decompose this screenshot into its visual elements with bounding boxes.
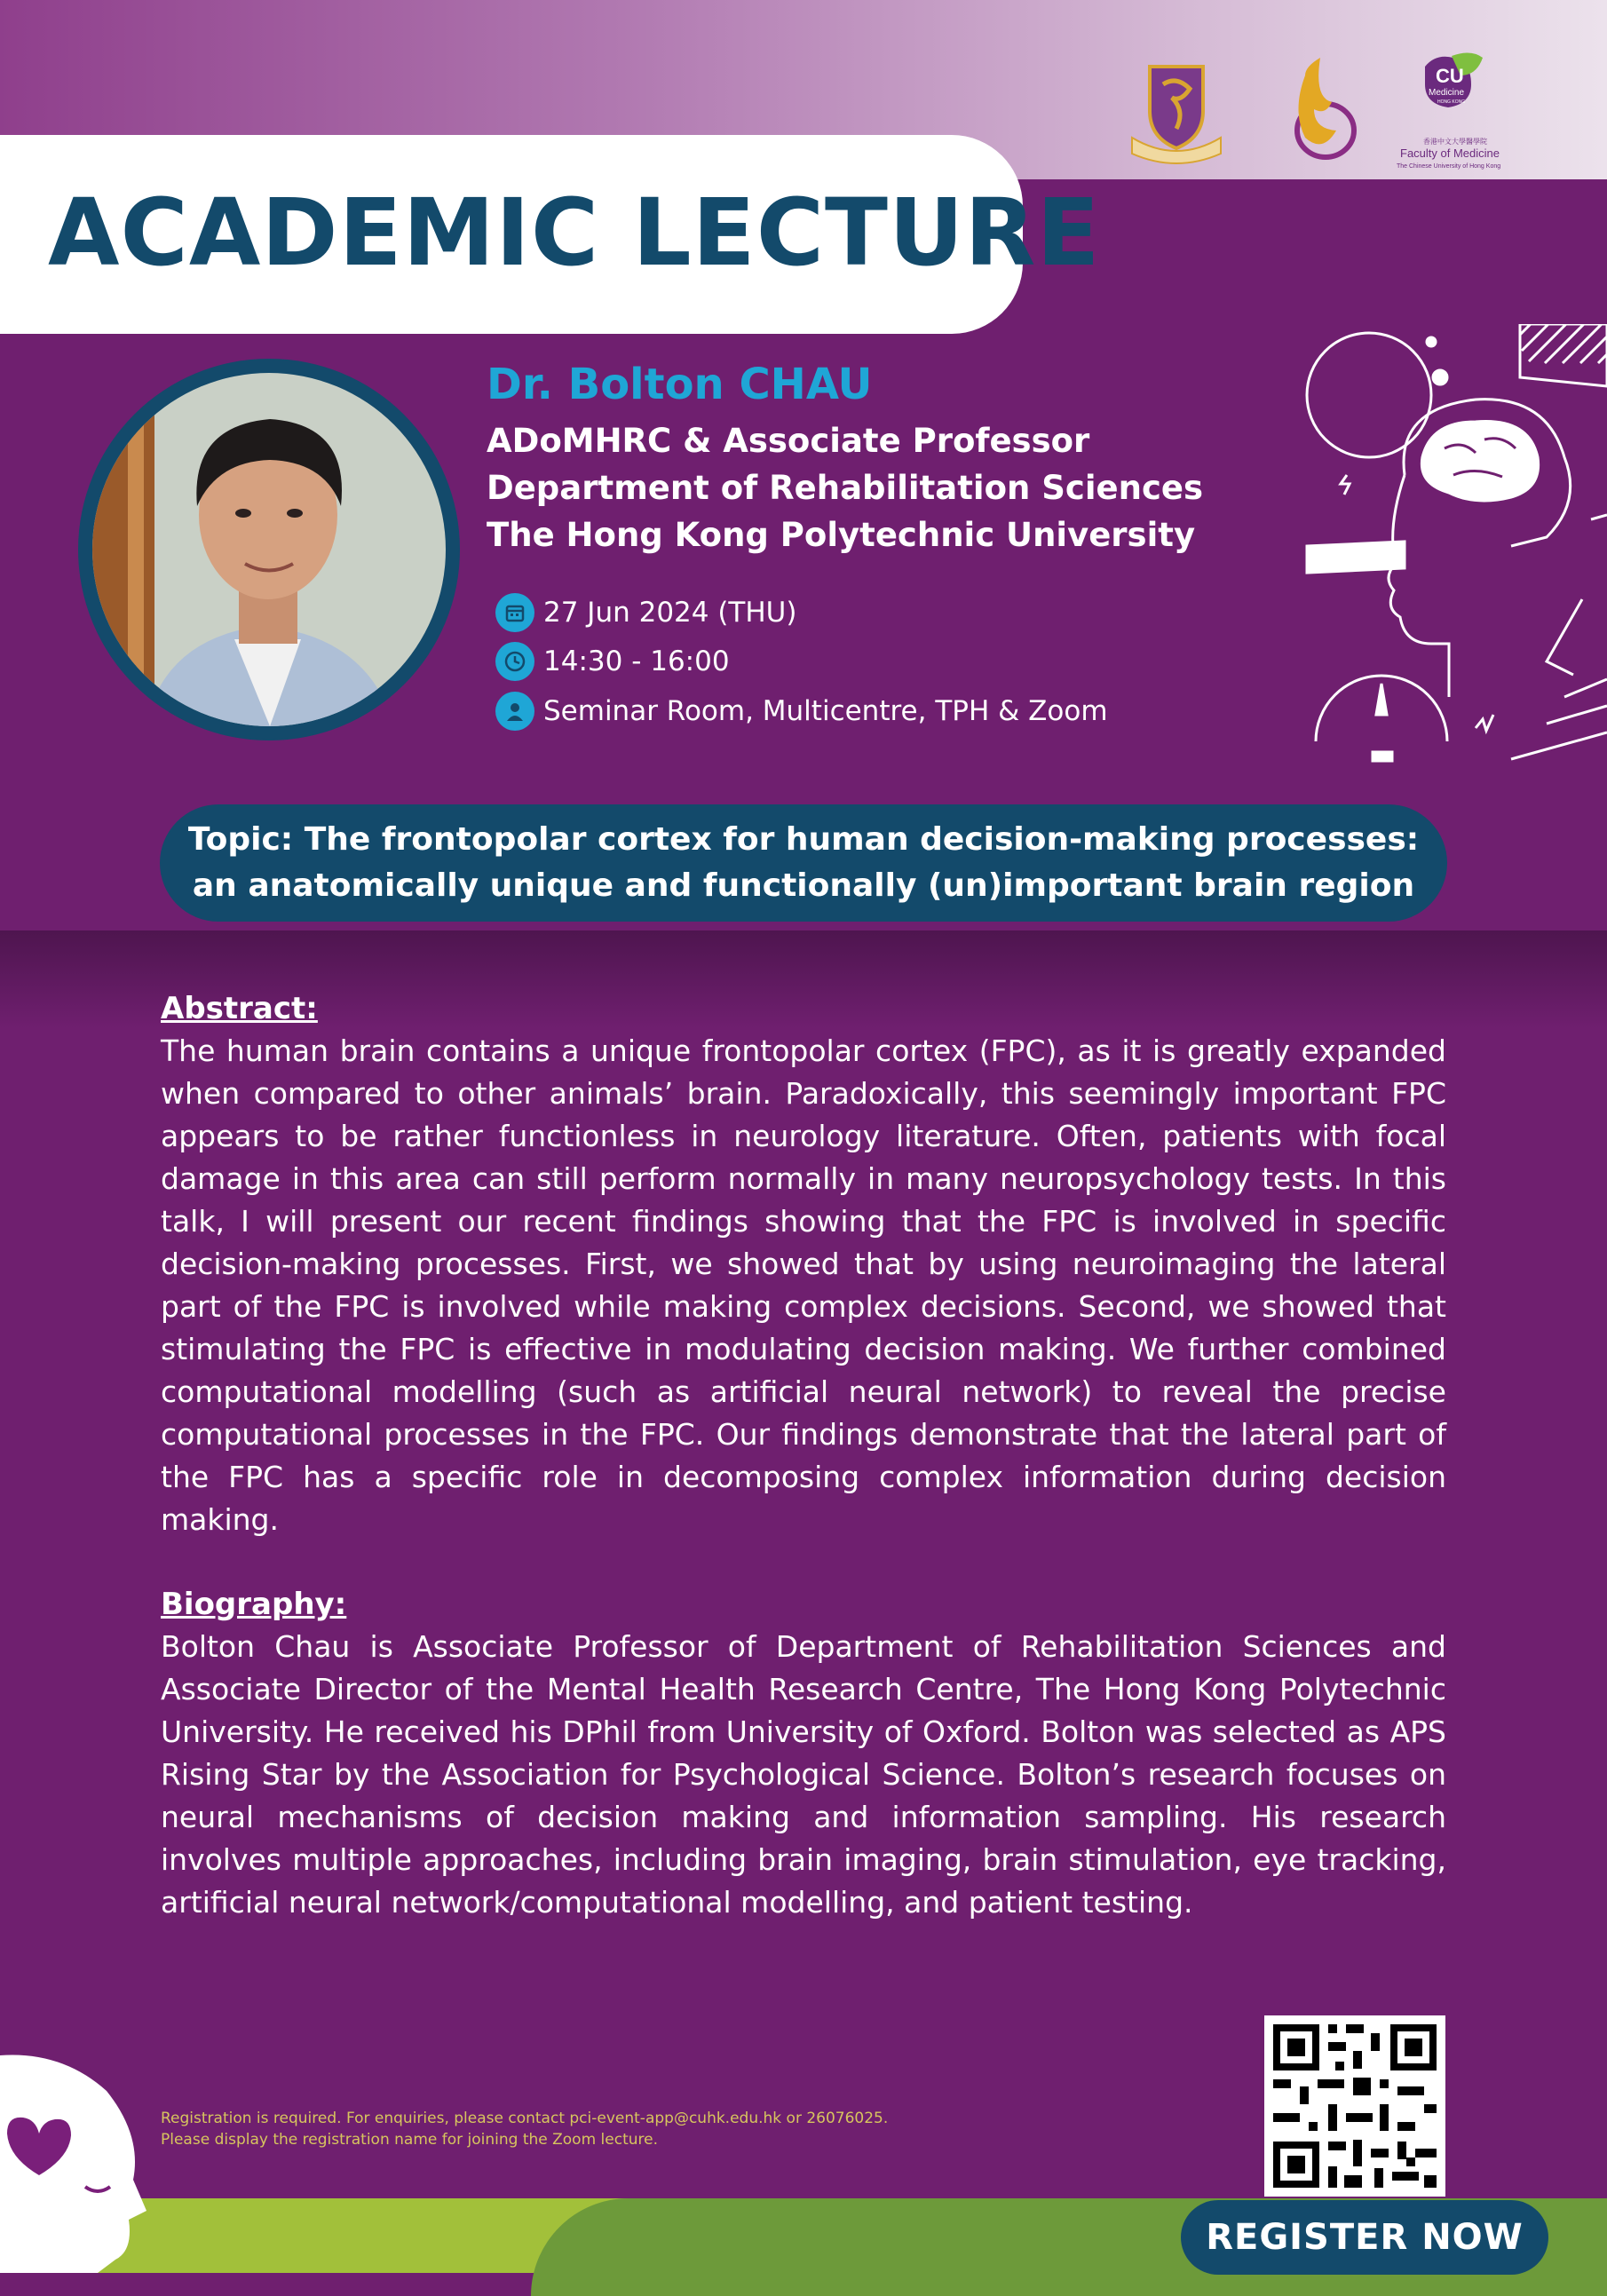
- speaker-photo: [92, 373, 446, 726]
- event-venue-row: [495, 688, 1108, 734]
- topic-line-2: an anatomically unique and functionally (un)important brain region: [192, 867, 1415, 904]
- event-date: 27 Jun 2024 (THU): [543, 597, 797, 629]
- event-date-row: [495, 590, 796, 636]
- cu-medicine-logo-chinese: 香港中文大學醫學院: [1423, 138, 1487, 146]
- abstract-text: The human brain contains a unique frontopolar cortex (FPC), as it is greatly expanded when compared to other animals’ brain. Paradoxically, this seemingly important FPC appears to be rather functionless in neurology literature. Often, patients with focal damage in this area can still perform normally in many neuropsychology tests. In this talk, I will present our recent findings showing that the FPC is involved in specific decision-making processes. First, we showed that by using neuroimaging the lateral part of the FPC is involved while making complex decisions. Second, we showed that stimulating the FPC is effective in modulating decision making. We further combined computational modelling (such as artificial neural network) to reveal the precise computational processes in the FPC. Our findings demonstrate that the lateral part of the FPC has a specific role in decomposing complex information during decision making.: [161, 1033, 1446, 1537]
- speaker-name: Dr. Bolton CHAU: [487, 360, 873, 409]
- cu-medicine-logo-cu: CU: [1436, 65, 1464, 87]
- topic-line-1: Topic: The frontopolar cortex for human decision-making processes:: [187, 821, 1420, 858]
- qr-code[interactable]: [1264, 2015, 1445, 2197]
- cu-medicine-logo-faculty: Faculty of Medicine: [1400, 146, 1500, 160]
- speaker-institution: The Hong Kong Polytechnic University: [487, 516, 1196, 554]
- biography-text: Bolton Chau is Associate Professor of Department of Rehabilitation Sciences and Associate Director of the Mental Health Research Centre, The Hong Kong Polytechnic University. He received his DPhil from University of Oxford. Bolton was selected as APS Rising Star by the Association for Psychological Science. Bolton’s research focuses on neural mechanisms of decision making and information sampling. His research involves multiple approaches, including brain imaging, brain stimulation, eye tracking, artificial neural network/computational modelling, and patient testing.: [161, 1629, 1446, 1920]
- person-icon: [495, 692, 534, 731]
- event-venue: Seminar Room, Multicentre, TPH & Zoom: [543, 695, 1108, 727]
- event-time: 14:30 - 16:00: [543, 645, 730, 677]
- phoenix-logo: [1297, 58, 1354, 157]
- heart-icon: [0, 2047, 160, 2273]
- calendar-icon: [495, 593, 534, 632]
- cu-medicine-logo: [1397, 52, 1500, 170]
- brain-icon: [1298, 324, 1607, 768]
- event-time-row: [495, 638, 730, 685]
- speaker-department: Department of Rehabilitation Sciences: [487, 469, 1203, 507]
- cu-medicine-logo-university: The Chinese University of Hong Kong: [1397, 163, 1501, 170]
- logo-strip: [1123, 49, 1523, 173]
- page-title: ACADEMIC LECTURE: [48, 178, 1101, 287]
- speaker-position: ADoMHRC & Associate Professor: [487, 422, 1090, 460]
- abstract-heading: Abstract:: [161, 991, 318, 1026]
- zoom-note: Please display the registration name for joining the Zoom lecture.: [161, 2131, 658, 2149]
- register-button[interactable]: REGISTER NOW: [1181, 2200, 1548, 2275]
- biography-heading: Biography:: [161, 1587, 347, 1622]
- cuhk-crest-logo: [1132, 67, 1221, 163]
- topic-banner: [160, 804, 1447, 922]
- registration-note: Registration is required. For enquiries, please contact pci-event-app@cuhk.edu.hk or 26076025.: [161, 2110, 889, 2127]
- cu-medicine-logo-word: Medicine: [1429, 88, 1465, 98]
- clock-icon: [495, 642, 534, 681]
- cu-medicine-logo-hk: HONG KONG: [1437, 99, 1466, 105]
